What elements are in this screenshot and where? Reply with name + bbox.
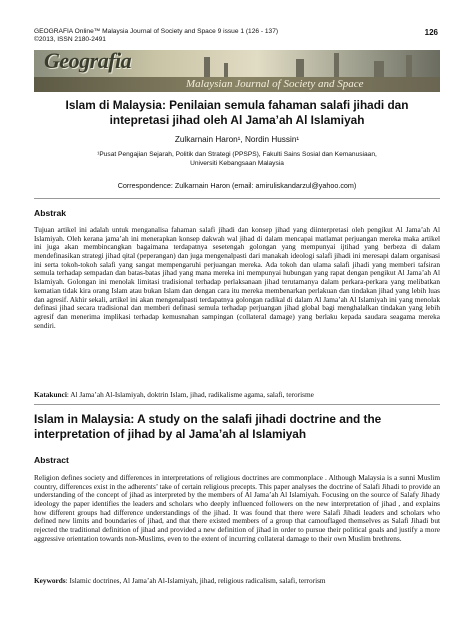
correspondence: Correspondence: Zulkarnain Haron (email: amiruliskandarzul@yahoo.com): [117, 181, 357, 190]
abstrak-text: Tujuan artikel ini adalah untuk menganalisa fahaman salafi jihadi dan konsep jihad yang diinterpretasi oleh pengikut Al Jama’ah Al Islamiyah. Oleh kerana jama’ah ini menerapkan konsep dakwah wal jihad di dalam mencapai matlamat perjuangan mereka maka artikel ini juga akan membincangkan bagaimana terdapatnya sesetengah golongan yang mempunyai ijtihad yang berbeza di dalam mendefinasikan strategi jihad qital (peperangan) dan juga mengenalpasti dari manakah ideologi salafi jihadi ini meresapi dalam organisasi ini serta tokoh-tokoh salafi yang sangat mempengaruhi perjuangan mereka. Ada tokoh dan ulama salafi jihadi yang memberi tafsiran semula terhadap sempadan dan batas-batas jihad yang mana mereka ini mempunyai hubungan yang rapat dengan pengikut Al Jama’ah Al Islamiyah. Golongan ini menolak limitasi tradisional terhadap perlaksanaan jihad terutamanya dalam perkara-perkara yang melibatkan kematian tidak kira orang Islam atau bukan Islam dan dengan cara itu mereka membenarkan perlakuan dan tindakan jihad yang lebih luas dan agresif. Akhir sekali, artikel ini akan mengenalpasti terdapatnya golongan radikal di dalam Al Jama’ah Al Islamiyah ini yang menolak definasi jihad secara tradisional dan memberi definasi semula terhadap perjuangan jihad global bagi menghalalkan tindakan yang lebih agresif dan menerima implikasi terhadap kemusnahan sampingan (collateral damage) yang berlaku kepada saudara seagama mereka sendiri.: [34, 225, 440, 330]
journal-line: GEOGRAFIA Online™ Malaysia Journal of Society and Space 9 issue 1 (126 - 137): [34, 28, 279, 35]
authors: Zulkarnain Haron¹, Nordin Hussin¹: [174, 135, 300, 144]
abstract-text: Religion defines society and differences in interpretations of religious doctrines are commonplace . Although Malaysia is a sunni Muslim country, differences exist in the adherents’ take of certain religious precepts. This paper analyses the doctrine of Salafi Jihadi to provide an understanding of the concept of jihad as interpreted by the members of Al Jama’ah Al Islamiyah. Focusing on the source of Salafy Jihady ideology the paper identifies the leaders and scholars who deeply influenced followers on the new interpretation of jihad , and explains how different groups had difference understandings of the jihad. It was found that there were Salafi Jihadi leaders and scholars who defined new limits and boundaries of jihad, and that there existed members of a group that camouflaged themselves as Salafi Jihadi but rejected the traditional definition of jihad and provided a new definition of jihad in order to pursue their political goals and justify a more aggressive orientation towards non-Muslims, even to the extent of incurring collateral damage to their own Muslim brethrens.: [34, 473, 440, 543]
english-title: [34, 412, 440, 441]
tower-silhouette: [224, 63, 228, 77]
keywords-text: : Islamic doctrines, Al Jama’ah Al-Islamiyah, jihad, religious radicalism, salafi, terrorism: [65, 576, 326, 585]
journal-logo: Geografia: [44, 50, 132, 73]
tower-silhouette: [406, 55, 412, 77]
katakunci-label: Katakunci: [34, 390, 67, 399]
copyright-line: ©2013, ISSN 2180-2491: [34, 36, 106, 44]
english-title-line: interpretation of jihad by al Jama’ah al Islamiyah: [34, 426, 307, 441]
divider: [34, 404, 440, 405]
journal-name: Malaysian Journal of Society and Space: [186, 78, 364, 90]
page-number: 126: [424, 28, 438, 37]
affiliation-line: ¹Pusat Pengajian Sejarah, Politik dan Strategi (PPSPS), Fakulti Sains Sosial dan Kemanusiaan,: [97, 151, 377, 158]
katakunci-text: : Al Jama’ah Al-Islamiyah, doktrin Islam, jihad, radikalisme agama, salafi, terorisme: [66, 390, 314, 399]
tower-silhouette: [334, 53, 339, 77]
english-title-line: Islam in Malaysia: A study on the salafi jihadi doctrine and the: [34, 412, 382, 426]
affiliation: [0, 151, 474, 168]
abstract-heading: Abstract: [34, 455, 69, 465]
keywords-label: Keywords: [34, 576, 66, 585]
journal-header: [34, 28, 278, 45]
malay-title-line: Islam di Malaysia: Penilaian semula fahaman salafi jihadi dan: [65, 98, 409, 112]
divider: [34, 198, 440, 199]
tower-silhouette: [374, 61, 384, 77]
keywords: [34, 576, 440, 585]
affiliation-line: Universiti Kebangsaan Malaysia: [190, 159, 284, 167]
tower-silhouette: [204, 57, 210, 77]
abstrak-heading: Abstrak: [34, 208, 66, 218]
katakunci: [34, 390, 440, 399]
malay-title: [0, 98, 474, 127]
tower-silhouette: [296, 59, 304, 77]
malay-title-line: intepretasi jihad oleh Al Jama’ah Al Islamiyah: [109, 112, 365, 127]
journal-banner: [34, 50, 440, 92]
